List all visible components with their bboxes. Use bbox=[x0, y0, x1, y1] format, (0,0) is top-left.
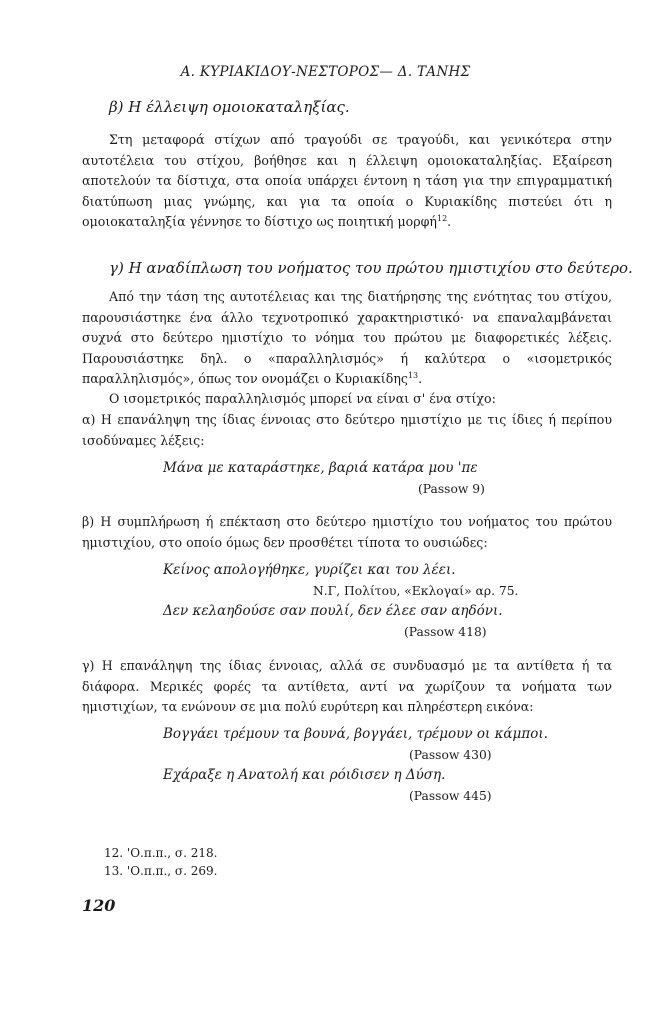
item-a: α) Η επανάληψη της ίδιας έννοιας στο δεύτερο ημιστίχιο με τις ίδιες ή περίπου ισοδύναμες λέξεις: bbox=[82, 412, 612, 448]
verse-c1: Βογγάει τρέμουν τα βουνά, βογγάει, τρέμουν οι κάμποι. bbox=[163, 726, 548, 742]
source-b1: Ν.Γ, Πολίτου, «Εκλογαί» αρ. 75. bbox=[313, 584, 519, 598]
footnote-ref-13: 13 bbox=[407, 370, 419, 380]
item-c: γ) Η επανάληψη της ίδιας έννοιας, αλλά σε συνδυασμό με τα αντίθετα ή τα διάφορα. Μερικές φορές τα αντίθετα, αντί να χωρίζουν τα νοήματα των ημιστιχίων, τα ενώνουν σε μια πολύ ευρύτερη και πληρέστερη εικόνα: bbox=[82, 658, 612, 714]
item-b: β) Η συμπλήρωση ή επέκταση στο δεύτερο ημιστίχιο του νοήματος του πρώτου ημιστιχίου, στο οποίο όμως δεν προσθέτει τίποτα το ουσιώδες: bbox=[82, 514, 612, 550]
section-c-paragraph-1 bbox=[82, 287, 612, 390]
section-b-paragraph bbox=[82, 130, 612, 233]
verse-b1: Κείνος απολογήθηκε, γυρίζει και του λέει. bbox=[163, 562, 456, 578]
footnote-ref-12: 12 bbox=[436, 213, 448, 223]
footnote-12: 12. 'Ο.π.π., σ. 218. bbox=[104, 846, 218, 860]
source-b2: (Passow 418) bbox=[404, 625, 487, 639]
source-c2: (Passow 445) bbox=[409, 789, 492, 803]
section-b-text: Στη μεταφορά στίχων από τραγούδι σε τραγούδι, και γενικότερα στην αυτοτέλεια του στίχου, βοήθησε και η έλλειψη ομοιοκαταληξίας. Εξαίρεση αποτελούν τα δίστιχα, στα οποία υπάρχει έντονη η τάση για την επιγραμματική διατύπωση μιας γνώμης, και για τα οποία ο Κυριακίδης πιστεύει ότι η ομοιοκαταληξία γέννησε το δίστιχο ως ποιητική μορφή bbox=[82, 132, 612, 229]
section-c-title: γ) Η αναδίπλωση του νοήματος του πρώτου ημιστιχίου στο δεύτερο. bbox=[109, 259, 633, 277]
verse-a: Μάνα με καταράστηκε, βαριά κατάρα μου 'πε bbox=[163, 460, 478, 476]
source-c1: (Passow 430) bbox=[409, 748, 492, 762]
running-header: Α. ΚΥΡΙΑΚΙΔΟΥ-ΝΕΣΤΟΡΟΣ— Δ. ΤΑΝΗΣ bbox=[180, 64, 471, 80]
page-number: 120 bbox=[82, 896, 116, 915]
section-b-title: β) Η έλλειψη ομοιοκαταληξίας. bbox=[109, 98, 350, 116]
footnote-13: 13. 'Ο.π.π., σ. 269. bbox=[104, 864, 218, 878]
section-c-text-end: . bbox=[418, 371, 423, 386]
verse-c2: Εχάραξε η Ανατολή και ρόιδισεν η Δύση. bbox=[163, 767, 446, 783]
verse-b2: Δεν κελαηδούσε σαν πουλί, δεν έλεε σαν αηδόνι. bbox=[163, 603, 503, 619]
section-b-text-end: . bbox=[447, 214, 452, 229]
source-a: (Passow 9) bbox=[418, 482, 485, 496]
section-c-text: Από την τάση της αυτοτέλειας και της διατήρησης της ενότητας του στίχου, παρουσιάστηκε ένα άλλο τεχνοτροπικό χαρακτηριστικό· να επαναλαμβάνεται συχνά στο δεύτερο ημιστίχιο το νόημα του πρώτου με διαφορετικές λέξεις. Παρουσιάστηκε δηλ. ο «παραλληλισμός» ή καλύτερα ο «ισομετρικός παραλληλισμός», όπως τον ονομάζει ο Κυριακίδης bbox=[82, 289, 612, 386]
section-c-paragraph-2: Ο ισομετρικός παραλληλισμός μπορεί να είναι σ' ένα στίχο: bbox=[109, 391, 496, 406]
